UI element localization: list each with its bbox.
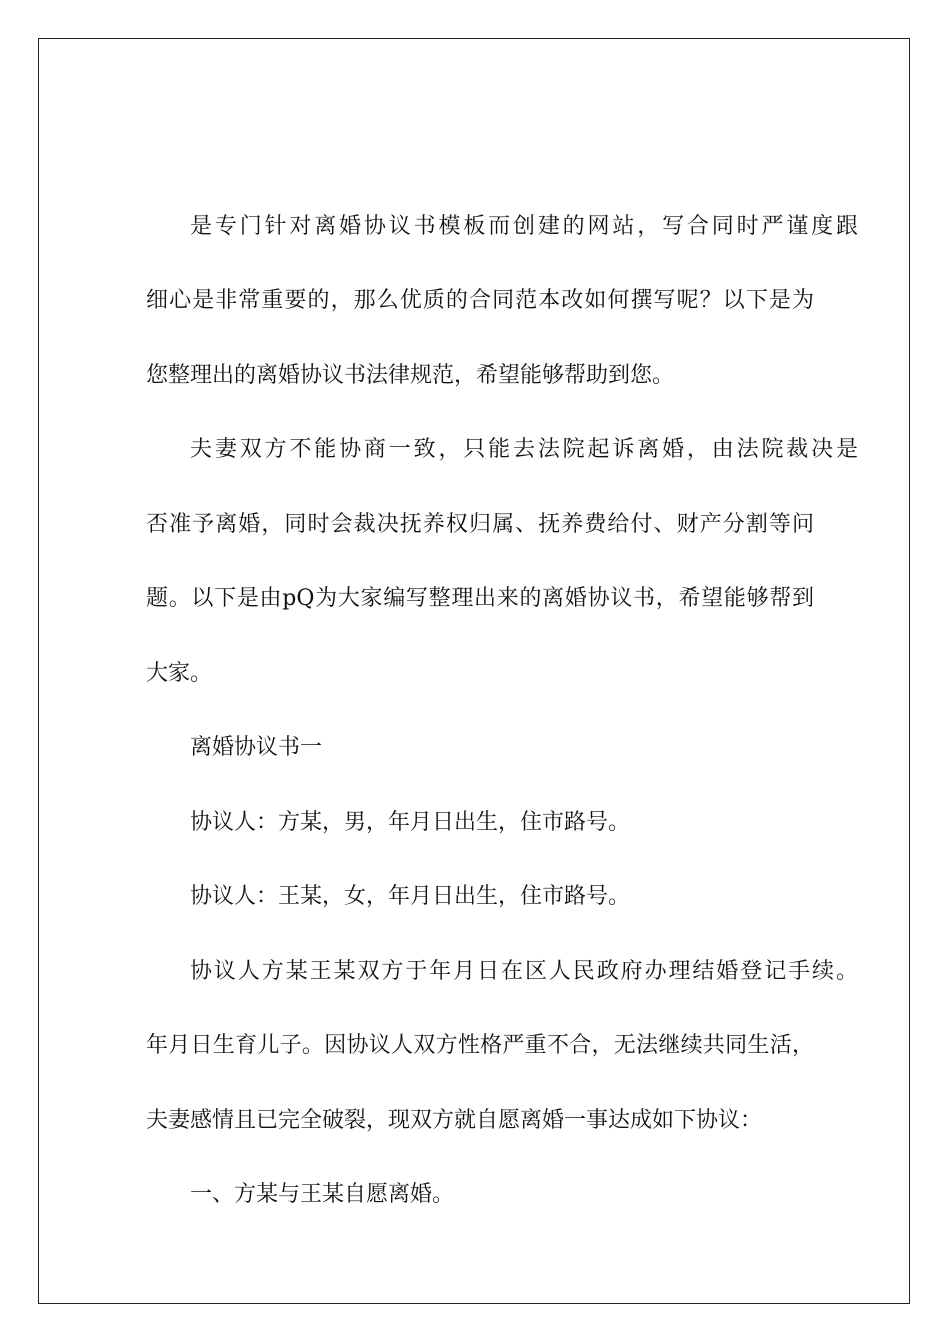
paragraph-1-line-1: 是专门针对离婚协议书模板而创建的网站，写合同时严谨度跟 — [190, 214, 858, 239]
paragraph-1-line-2: 细心是非常重要的，那么优质的合同范本改如何撰写呢？以下是为 — [146, 288, 814, 313]
paragraph-2-line-4: 大家。 — [146, 661, 213, 686]
paragraph-2-line-2: 否准予离婚，同时会裁决抚养权归属、抚养费给付、财产分割等问 — [146, 512, 814, 537]
paragraph-3-line-1: 协议人方某王某双方于年月日在区人民政府办理结婚登记手续。 — [190, 959, 858, 984]
section-heading: 离婚协议书一 — [190, 735, 323, 760]
party-1-line: 协议人：方某，男，年月日出生，住市路号。 — [190, 810, 631, 835]
clause-1-line: 一、方某与王某自愿离婚。 — [190, 1182, 455, 1207]
paragraph-3-line-3: 夫妻感情且已完全破裂，现双方就自愿离婚一事达成如下协议： — [146, 1108, 763, 1133]
paragraph-2-line-3: 题。以下是由pQ为大家编写整理出来的离婚协议书，希望能够帮到 — [146, 586, 814, 611]
party-2-line: 协议人：王某，女，年月日出生，住市路号。 — [190, 884, 631, 909]
paragraph-1-line-3: 您整理出的离婚协议书法律规范，希望能够帮助到您。 — [146, 363, 675, 388]
paragraph-3-line-2: 年月日生育儿子。因协议人双方性格严重不合，无法继续共同生活， — [146, 1033, 814, 1058]
paragraph-2-line-1: 夫妻双方不能协商一致，只能去法院起诉离婚，由法院裁决是 — [190, 437, 858, 462]
